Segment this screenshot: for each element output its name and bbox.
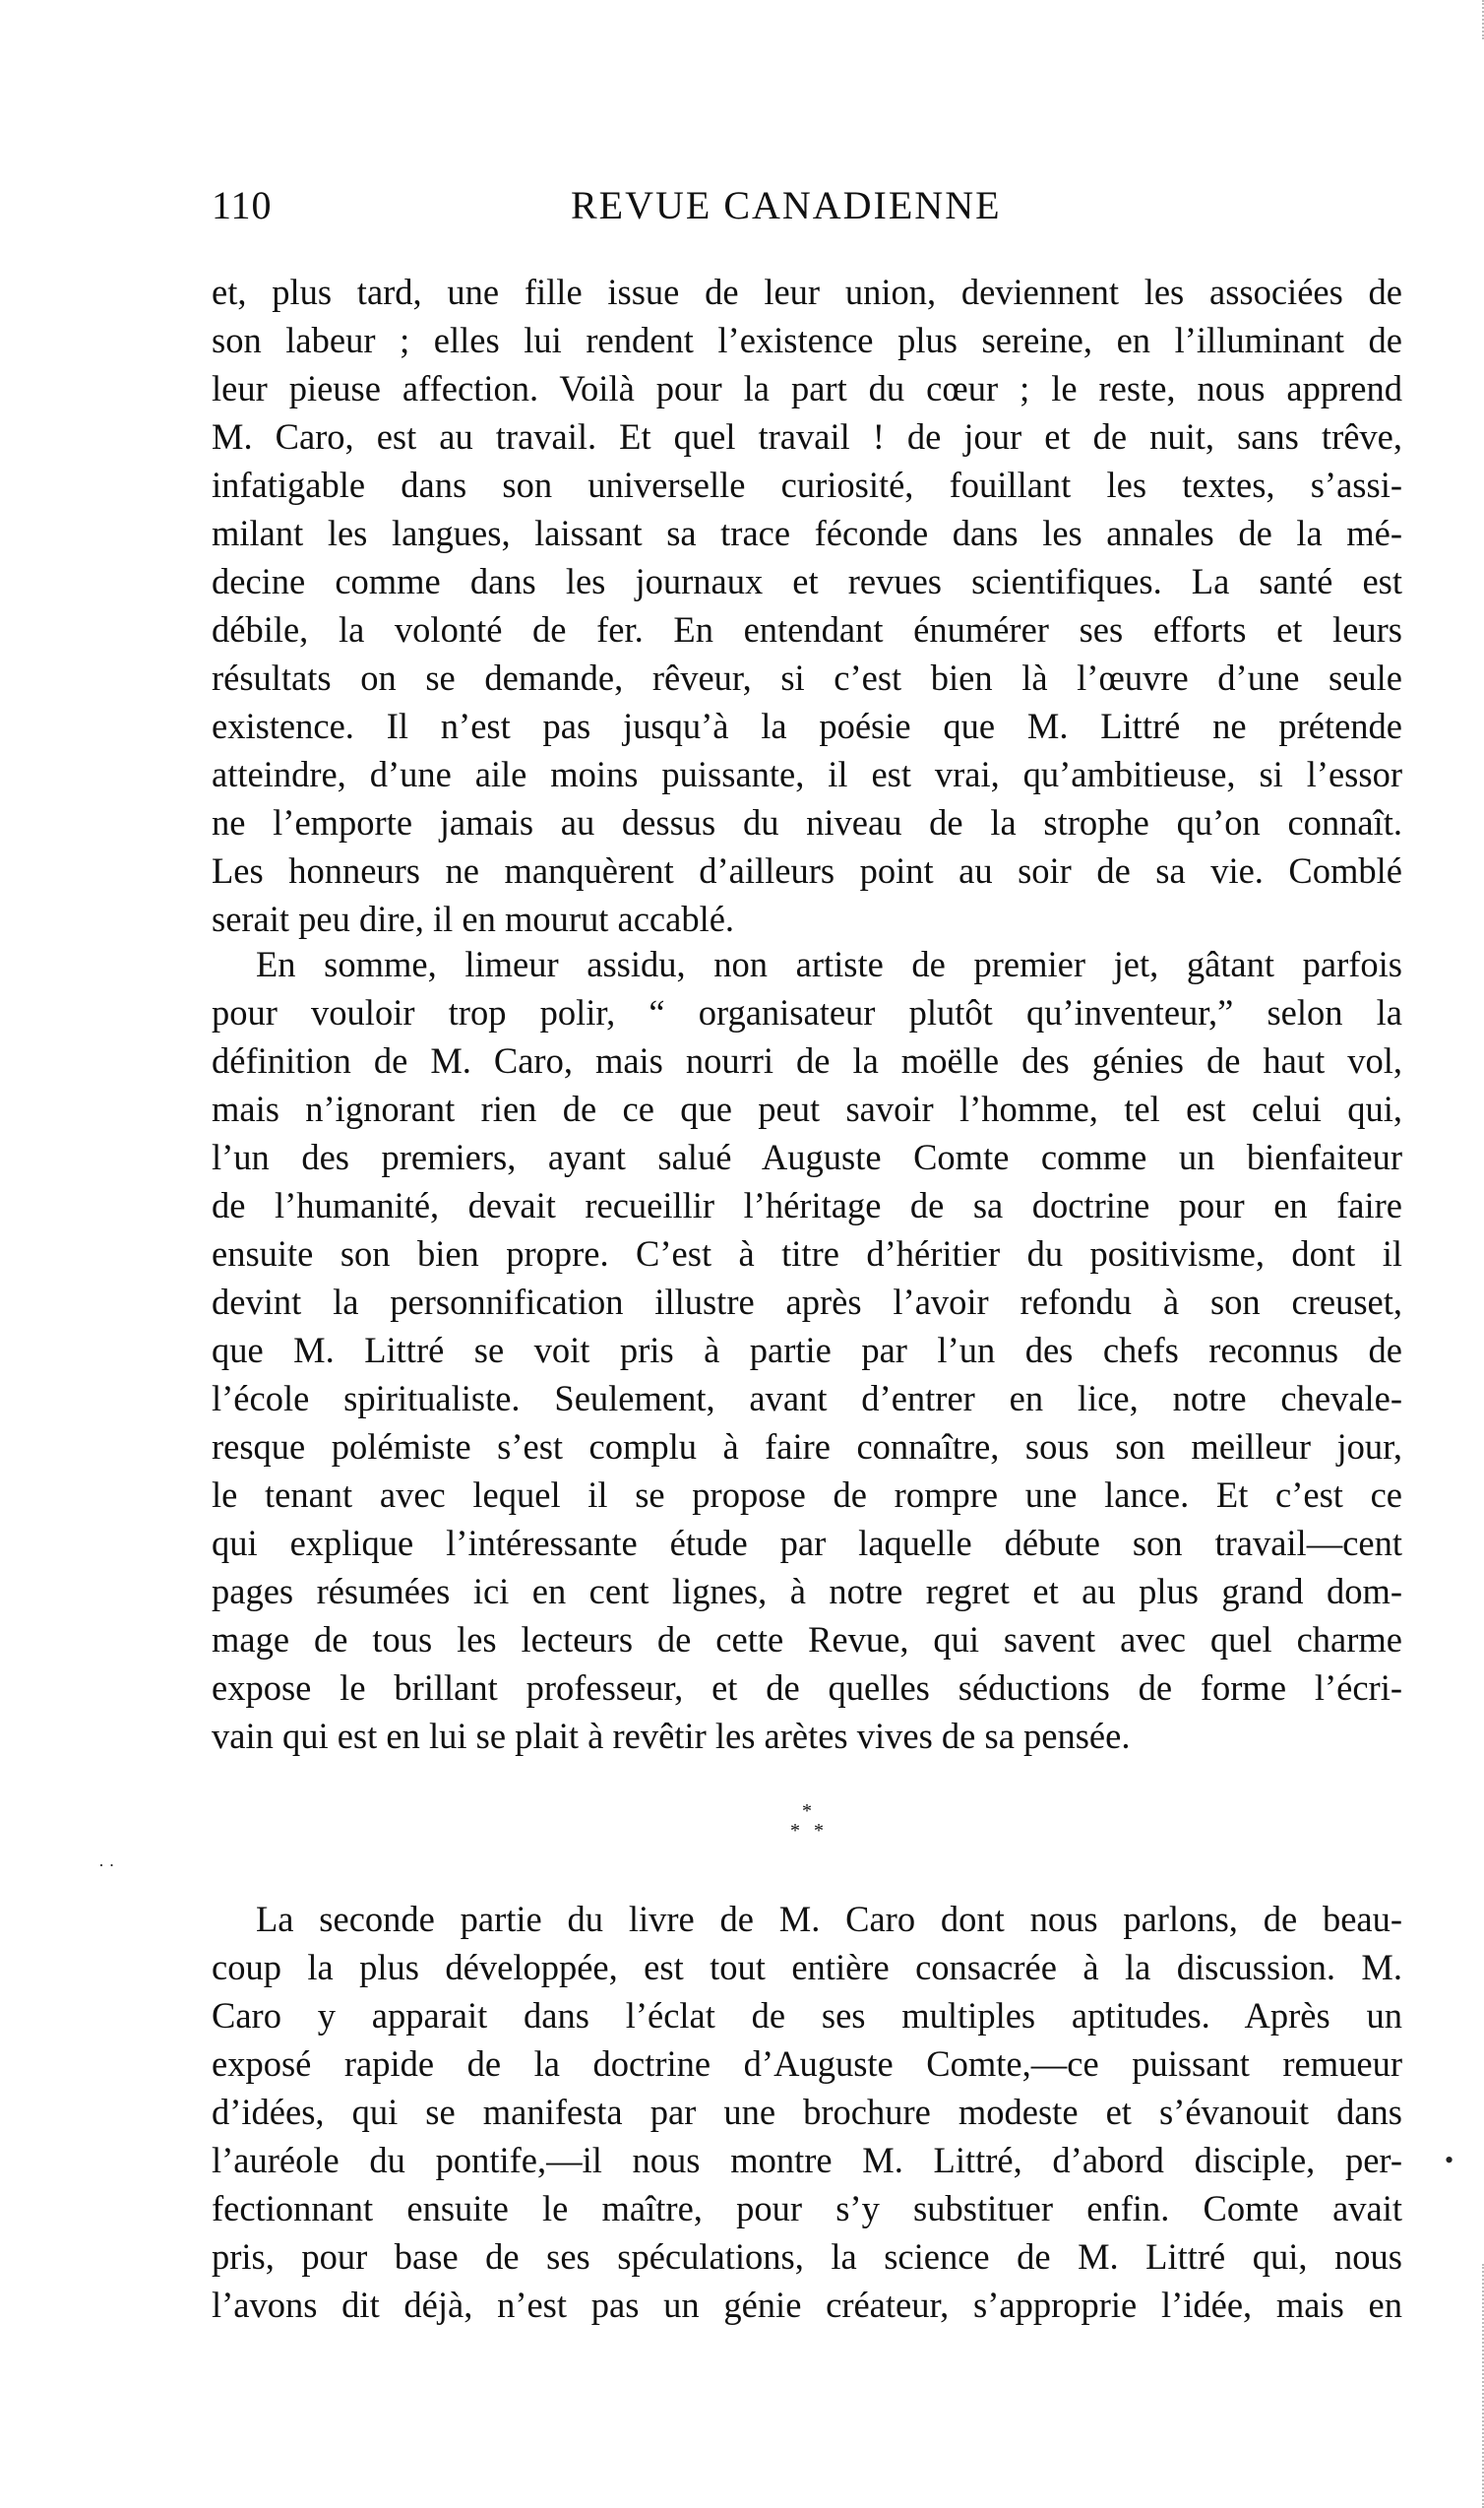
text-line: atteindre, d’une aile moins puissante, il est vrai, qu’ambitieuse, si l’essor: [212, 754, 1402, 794]
text-line: decine comme dans les journaux et revues scientifiques. La santé est: [212, 561, 1402, 601]
running-title: REVUE CANADIENNE: [571, 183, 1002, 227]
page-number: 110: [212, 183, 273, 227]
text-line: resque polémiste s’est complu à faire connaître, sous son meilleur jour,: [212, 1426, 1402, 1467]
text-line: Caro y apparait dans l’éclat de ses multiples aptitudes. Après un: [212, 1995, 1402, 2036]
text-line: La seconde partie du livre de M. Caro dont nous parlons, de beau-: [256, 1899, 1402, 1939]
text-line: de l’humanité, devait recueillir l’héritage de sa doctrine pour en faire: [212, 1185, 1402, 1225]
text-line: d’idées, qui se manifesta par une brochure modeste et s’évanouit dans: [212, 2092, 1402, 2132]
paragraph-2: [212, 940, 1402, 1760]
separator-star: *: [790, 1820, 800, 1842]
text-line: l’auréole du pontife,—il nous montre M. Littré, d’abord disciple, per-: [212, 2140, 1402, 2180]
scan-edge-artifact: [1464, 2264, 1484, 2508]
text-line: le tenant avec lequel il se propose de rompre une lance. Et c’est ce: [212, 1474, 1402, 1515]
separator-star: *: [802, 1800, 812, 1822]
margin-dot: · ·: [98, 1855, 115, 1875]
text-line: mais n’ignorant rien de ce que peut savoir l’homme, tel est celui qui,: [212, 1089, 1402, 1129]
text-line: milant les langues, laissant sa trace féconde dans les annales de la mé-: [212, 513, 1402, 553]
text-line: l’avons dit déjà, n’est pas un génie créateur, s’approprie l’idée, mais en: [212, 2285, 1402, 2325]
text-line: pages résumées ici en cent lignes, à notre regret et au plus grand dom-: [212, 1571, 1402, 1611]
text-line: pour vouloir trop polir, “ organisateur plutôt qu’inventeur,” selon la: [212, 992, 1402, 1033]
text-line: infatigable dans son universelle curiosité, fouillant les textes, s’assi-: [212, 465, 1402, 505]
text-line: et, plus tard, une fille issue de leur union, deviennent les associées de: [212, 272, 1402, 312]
text-line: En somme, limeur assidu, non artiste de premier jet, gâtant parfois: [256, 944, 1402, 984]
text-line: leur pieuse affection. Voilà pour la part du cœur ; le reste, nous apprend: [212, 368, 1402, 408]
text-line: vain qui est en lui se plait à revêtir les arètes vives de sa pensée.: [212, 1716, 1131, 1756]
text-line: mage de tous les lecteurs de cette Revue, qui savent avec quel charme: [212, 1619, 1402, 1660]
text-line: l’école spiritualiste. Seulement, avant d’entrer en lice, notre chevale-: [212, 1378, 1402, 1418]
section-separator: [763, 1801, 851, 1860]
text-line: existence. Il n’est pas jusqu’à la poésie que M. Littré ne prétende: [212, 706, 1402, 746]
text-line: Les honneurs ne manquèrent d’ailleurs point au soir de sa vie. Comblé: [212, 850, 1402, 891]
page-header: [212, 182, 1402, 241]
text-line: coup la plus développée, est tout entière consacrée à la discussion. M.: [212, 1947, 1402, 1987]
text-line: que M. Littré se voit pris à partie par l’un des chefs reconnus de: [212, 1330, 1402, 1370]
text-line: son labeur ; elles lui rendent l’existence plus sereine, en l’illuminant de: [212, 320, 1402, 360]
text-line: l’un des premiers, ayant salué Auguste Comte comme un bienfaiteur: [212, 1137, 1402, 1177]
text-line: définition de M. Caro, mais nourri de la moëlle des génies de haut vol,: [212, 1040, 1402, 1081]
text-line: qui explique l’intéressante étude par laquelle débute son travail—cent: [212, 1523, 1402, 1563]
text-line: serait peu dire, il en mourut accablé.: [212, 899, 735, 939]
paragraph-3: [212, 1895, 1402, 2329]
text-line: exposé rapide de la doctrine d’Auguste Comte,—ce puissant remueur: [212, 2043, 1402, 2084]
text-line: expose le brillant professeur, et de quelles séductions de forme l’écri-: [212, 1667, 1402, 1708]
separator-star: *: [814, 1820, 824, 1842]
text-line: ensuite son bien propre. C’est à titre d’héritier du positivisme, dont il: [212, 1233, 1402, 1274]
text-line: devint la personnification illustre après l’avoir refondu à son creuset,: [212, 1282, 1402, 1322]
scan-edge-artifact: [1464, 0, 1484, 39]
text-line: résultats on se demande, rêveur, si c’est bien là l’œuvre d’une seule: [212, 658, 1402, 698]
margin-dot: •: [1445, 2146, 1454, 2174]
text-line: ne l’emporte jamais au dessus du niveau de la strophe qu’on connaît.: [212, 802, 1402, 843]
text-line: M. Caro, est au travail. Et quel travail ! de jour et de nuit, sans trêve,: [212, 416, 1402, 457]
text-line: fectionnant ensuite le maître, pour s’y substituer enfin. Comte avait: [212, 2188, 1402, 2228]
text-line: pris, pour base de ses spéculations, la science de M. Littré qui, nous: [212, 2236, 1402, 2277]
paragraph-1: [212, 268, 1402, 943]
text-line: débile, la volonté de fer. En entendant énumérer ses efforts et leurs: [212, 609, 1402, 650]
